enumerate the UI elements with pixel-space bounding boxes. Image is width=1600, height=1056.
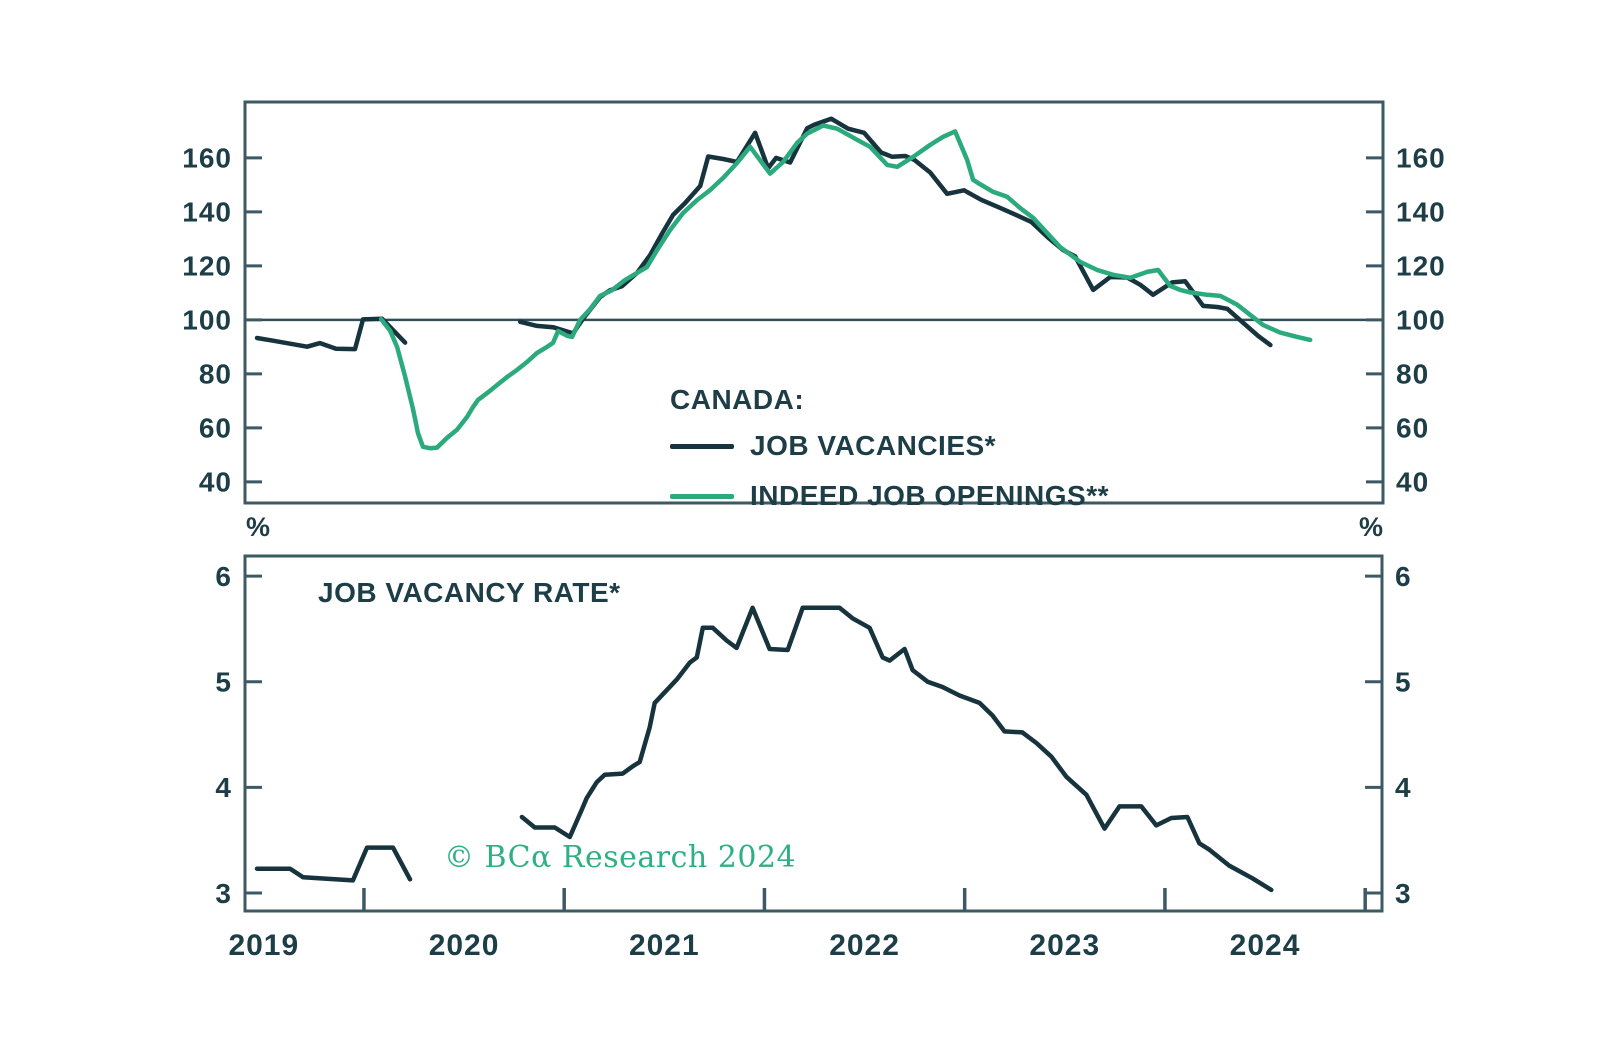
y-tick-label-right: 80 [1396,358,1430,390]
percent-unit-label-right: % [1358,512,1383,542]
rate-panel-series-0-line [257,848,410,881]
y-tick-label-left: 4 [215,772,232,804]
percent-unit-label-left: % [246,512,271,542]
legend-label-indeed-openings: INDEED JOB OPENINGS** [750,480,1110,511]
x-year-label: 2019 [228,929,300,962]
y-tick-label-right: 40 [1396,466,1430,498]
y-tick-label-right: 120 [1396,250,1446,282]
x-year-label: 2024 [1229,929,1301,962]
legend [670,384,1109,512]
y-tick-label-right: 4 [1395,772,1412,804]
job-vacancies-line-swatch [670,444,734,449]
legend-label-job-vacancies: JOB VACANCIES* [750,430,997,461]
y-tick-label-left: 120 [182,250,232,282]
x-year-label: 2023 [1029,929,1101,962]
legend-item-job-vacancies [670,430,1109,462]
legend-item-indeed-openings [670,480,1109,512]
y-tick-label-left: 5 [215,666,232,698]
y-tick-label-left: 60 [198,412,232,444]
indeed-openings-line-swatch [670,494,734,499]
x-year-label: 2022 [829,929,900,962]
y-tick-label-right: 160 [1396,142,1446,174]
y-tick-label-left: 100 [182,304,232,336]
bca-research-watermark: © BCα Research 2024 [444,840,797,875]
indexed-panel-series-0-line [520,119,1270,345]
y-tick-label-right: 6 [1395,560,1412,592]
y-tick-label-left: 140 [182,196,232,228]
y-tick-label-left: 160 [182,142,232,174]
rate-panel-title: JOB VACANCY RATE* [318,577,621,608]
y-tick-label-left: 6 [215,560,232,592]
y-tick-label-left: 3 [215,877,232,909]
y-tick-label-right: 3 [1395,877,1412,909]
x-year-label: 2020 [428,929,500,962]
y-tick-label-left: 40 [198,466,232,498]
y-tick-label-right: 100 [1396,304,1446,336]
y-tick-label-left: 80 [198,358,232,390]
legend-heading: CANADA: [670,384,805,415]
y-tick-label-right: 60 [1396,412,1430,444]
y-tick-label-right: 5 [1395,666,1412,698]
y-tick-label-right: 140 [1396,196,1446,228]
x-year-label: 2021 [628,929,700,962]
